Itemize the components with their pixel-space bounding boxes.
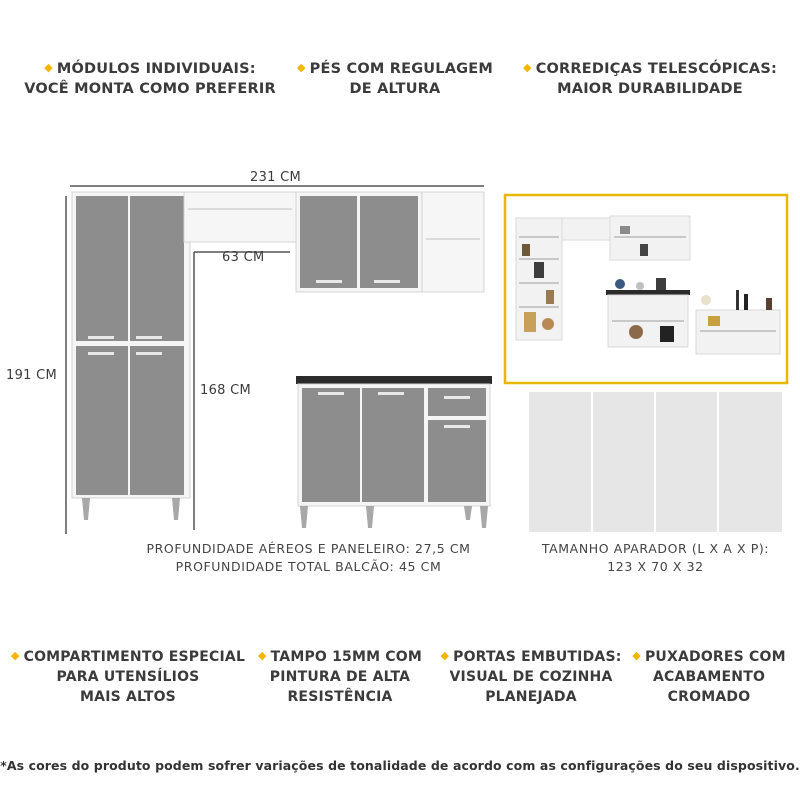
aparador-info-line: 123 X 70 X 32 [607, 559, 704, 574]
feature-line: RESISTÊNCIA [287, 689, 393, 705]
diamond-icon: ◆ [44, 61, 53, 74]
feature-line: COMPARTIMENTO ESPECIAL [23, 649, 246, 665]
feature-line: PÉS COM REGULAGEM [309, 61, 493, 77]
feature-line: PORTAS EMBUTIDAS: [453, 649, 622, 665]
depth-info-line: PROFUNDIDADE TOTAL BALCÃO: 45 CM [175, 559, 442, 574]
feature-line: VOCÊ MONTA COMO PREFERIR [24, 81, 276, 97]
feature-line: PARA UTENSÍLIOS [56, 669, 200, 685]
feature-portas [436, 646, 626, 707]
diamond-icon: ◆ [257, 649, 267, 662]
height-dimension: 191 CM [6, 368, 58, 383]
feature-line: PUXADORES COM [644, 649, 786, 665]
diamond-icon: ◆ [632, 649, 641, 662]
feature-line: DE ALTURA [349, 81, 441, 97]
feature-line: MAIS ALTOS [80, 689, 176, 705]
feature-line: CORREDIÇAS TELESCÓPICAS: [535, 61, 777, 77]
color-disclaimer: *As cores do produto podem sofrer variações de tonalidade de acordo com as configurações do seu dispositivo. [0, 758, 800, 773]
feature-line: ACABAMENTO [652, 669, 766, 685]
aparador-info-line: TAMANHO APARADOR (L X A X P): [541, 541, 770, 556]
feature-tampo [250, 646, 430, 707]
feature-line: PINTURA DE ALTA [269, 669, 411, 685]
width-dimension: 231 CM [250, 170, 302, 185]
depth-info [146, 540, 471, 576]
feature-line: VISUAL DE COZINHA [449, 669, 613, 685]
aparador-info [528, 540, 783, 576]
diamond-icon: ◆ [440, 649, 450, 662]
diamond-icon: ◆ [10, 649, 20, 662]
diamond-icon: ◆ [523, 61, 532, 74]
feature-line: MAIOR DURABILIDADE [557, 81, 743, 97]
feature-line: MÓDULOS INDIVIDUAIS: [56, 61, 256, 77]
feature-line: TAMPO 15MM COM [270, 649, 423, 665]
feature-line: PLANEJADA [485, 689, 577, 705]
feature-line: CROMADO [667, 689, 751, 705]
feature-compartimento [8, 646, 248, 707]
counter-height-dimension: 168 CM [200, 383, 252, 398]
diamond-icon: ◆ [297, 61, 306, 74]
feature-puxadores [624, 646, 794, 707]
depth-info-line: PROFUNDIDADE AÉREOS E PANELEIRO: 27,5 CM [146, 541, 471, 556]
aereo-dimension: 63 CM [222, 250, 265, 265]
